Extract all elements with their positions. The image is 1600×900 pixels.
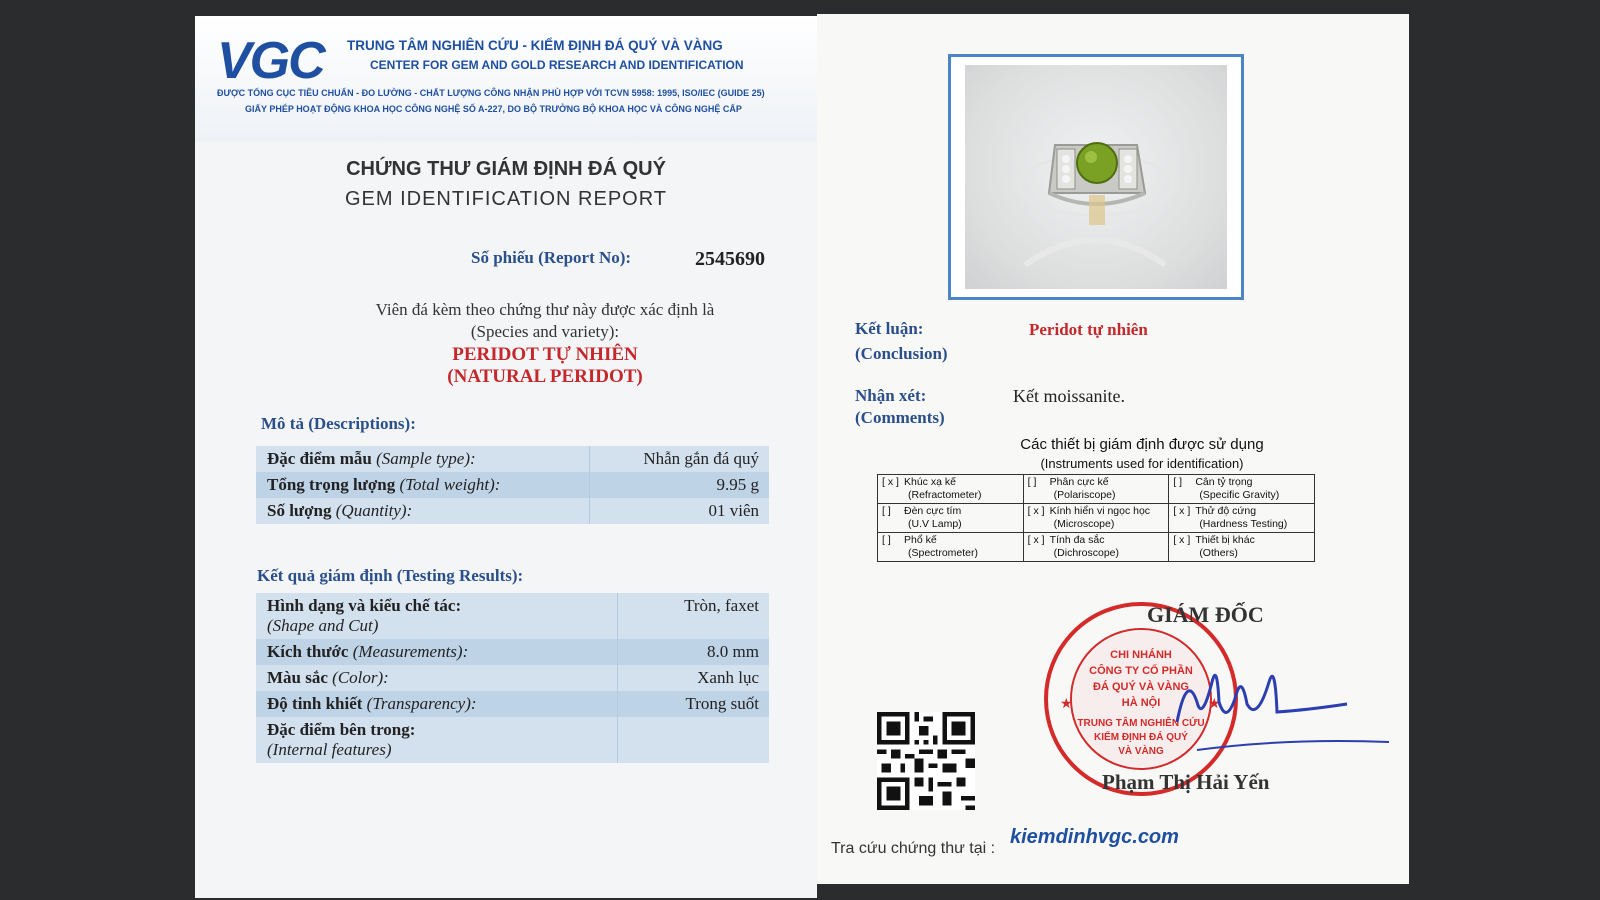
table-row bbox=[878, 504, 1315, 533]
instruments-title-en: (Instruments used for identification) bbox=[1040, 456, 1244, 471]
instrument-checkbox: [ x ] bbox=[1027, 505, 1045, 517]
row-label: Hình dạng và kiểu chế tác: (Shape and Cut) bbox=[256, 593, 618, 639]
descriptions-title: Mô tả (Descriptions): bbox=[261, 414, 416, 433]
report-number-value: 2545690 bbox=[695, 248, 765, 270]
instrument-cell: [ x ] Kính hiển vi ngọc học (Microscope) bbox=[1023, 504, 1169, 533]
center-name-vi: TRUNG TÂM NGHIÊN CỨU - KIỂM ĐỊNH ĐÁ QUÝ VÀ VÀNG bbox=[347, 38, 723, 53]
instrument-checkbox: [ ] bbox=[882, 534, 891, 546]
vgc-logo: VGC bbox=[217, 32, 324, 90]
lookup-label: Tra cứu chứng thư tại : bbox=[831, 840, 996, 857]
instruments-title-vi: Các thiết bị giám định được sử dụng bbox=[1020, 436, 1264, 453]
accreditation-text: ĐƯỢC TỔNG CỤC TIÊU CHUẨN - ĐO LƯỜNG - CHẤT LƯỢNG CÔNG NHẬN PHÙ HỢP VỚI TCVN 5958: 1995, ISO/IEC (GUIDE 25) bbox=[217, 88, 765, 98]
svg-text:KIỂM ĐỊNH ĐÁ QUÝ: KIỂM ĐỊNH ĐÁ QUÝ bbox=[1094, 732, 1188, 743]
instrument-cell: [ ] Phân cực kế (Polariscope) bbox=[1023, 475, 1169, 504]
certificate-right-page bbox=[817, 14, 1409, 884]
row-value: 8.0 mm bbox=[618, 639, 769, 665]
conclusion-value: Peridot tự nhiên bbox=[1029, 320, 1148, 339]
certificate-left-page bbox=[195, 16, 817, 898]
row-value: Nhẫn gắn đá quý bbox=[590, 446, 769, 472]
instrument-cell: [ ] Cân tỷ trọng (Specific Gravity) bbox=[1169, 475, 1315, 504]
instrument-cell: [ ] Đèn cực tím (U.V Lamp) bbox=[878, 504, 1024, 533]
instrument-checkbox: [ ] bbox=[882, 505, 891, 517]
table-row bbox=[878, 533, 1315, 562]
instrument-checkbox: [ ] bbox=[1027, 476, 1037, 488]
instrument-checkbox: [ ] bbox=[1173, 476, 1183, 488]
instrument-checkbox: [ x ] bbox=[1173, 534, 1191, 546]
row-value bbox=[618, 717, 769, 763]
conclusion-label-vi: Kết luận: bbox=[855, 319, 924, 338]
instrument-cell: [ ] Phổ kế (Spectrometer) bbox=[878, 533, 1024, 562]
gem-photo-frame bbox=[948, 54, 1244, 300]
species-intro-en: (Species and variety): bbox=[470, 322, 620, 341]
instrument-checkbox: [ x ] bbox=[882, 476, 899, 488]
svg-text:CÔNG TY CỔ PHẦN: CÔNG TY CỔ PHẦN bbox=[1089, 665, 1193, 677]
svg-text:HÀ NỘI: HÀ NỘI bbox=[1121, 697, 1161, 709]
instrument-cell: [ x ] Thử độ cứng (Hardness Testing) bbox=[1169, 504, 1315, 533]
svg-text:TRUNG TÂM NGHIÊN CỨU: TRUNG TÂM NGHIÊN CỨU bbox=[1077, 718, 1205, 729]
report-number-label: Số phiếu (Report No): bbox=[471, 248, 632, 267]
svg-text:★: ★ bbox=[1060, 697, 1073, 712]
instrument-checkbox: [ x ] bbox=[1173, 505, 1191, 517]
table-row bbox=[256, 472, 769, 498]
table-row bbox=[256, 665, 769, 691]
table-row bbox=[256, 498, 769, 524]
lookup-url-link[interactable]: kiemdinhvgc.com bbox=[1010, 826, 1179, 848]
table-row bbox=[256, 593, 769, 639]
instrument-cell: [ x ] Khúc xạ kế (Refractometer) bbox=[878, 475, 1024, 504]
svg-text:ĐÁ QUÝ VÀ VÀNG: ĐÁ QUÝ VÀ VÀNG bbox=[1093, 681, 1189, 693]
instrument-checkbox: [ x ] bbox=[1027, 534, 1045, 546]
row-label: Màu sắc (Color): bbox=[256, 665, 618, 691]
signer-name: Phạm Thị Hải Yến bbox=[1102, 770, 1270, 794]
row-value: 9.95 g bbox=[590, 472, 769, 498]
qr-code[interactable] bbox=[877, 712, 975, 810]
row-label: Kích thước (Measurements): bbox=[256, 639, 618, 665]
row-label: Số lượng (Quantity): bbox=[256, 498, 590, 524]
table-row bbox=[256, 691, 769, 717]
license-text: GIẤY PHÉP HOẠT ĐỘNG KHOA HỌC CÔNG NGHỆ SỐ A-227, DO BỘ TRƯỞNG BỘ KHOA HỌC VÀ CÔNG NGHỆ CẤP bbox=[245, 104, 742, 114]
instruments-table bbox=[877, 474, 1315, 562]
svg-text:CHI NHÁNH: CHI NHÁNH bbox=[1110, 649, 1172, 661]
director-title: GIÁM ĐỐC bbox=[1147, 602, 1264, 627]
svg-text:VÀ VÀNG: VÀ VÀNG bbox=[1118, 746, 1164, 757]
row-label: Đặc điểm mẫu (Sample type): bbox=[256, 446, 590, 472]
table-row bbox=[256, 639, 769, 665]
testing-results-table bbox=[256, 593, 769, 763]
instrument-cell: [ x ] Tính đa sắc (Dichroscope) bbox=[1023, 533, 1169, 562]
row-label: Tổng trọng lượng (Total weight): bbox=[256, 472, 590, 498]
row-value: Tròn, faxet bbox=[618, 593, 769, 639]
comments-value: Kết moissanite. bbox=[1013, 386, 1125, 406]
table-row bbox=[256, 717, 769, 763]
species-intro-vi: Viên đá kèm theo chứng thư này được xác định là bbox=[375, 300, 715, 319]
row-value: Trong suốt bbox=[618, 691, 769, 717]
center-name-en: CENTER FOR GEM AND GOLD RESEARCH AND IDENTIFICATION bbox=[370, 58, 744, 72]
species-name-vi: PERIDOT TỰ NHIÊN bbox=[452, 344, 638, 365]
row-label: Độ tinh khiết (Transparency): bbox=[256, 691, 618, 717]
species-name-en: (NATURAL PERIDOT) bbox=[447, 366, 643, 387]
table-row bbox=[878, 475, 1315, 504]
descriptions-table bbox=[256, 446, 769, 524]
report-title-en: GEM IDENTIFICATION REPORT bbox=[344, 188, 668, 210]
row-label: Đặc điểm bên trong: (Internal features) bbox=[256, 717, 618, 763]
table-row bbox=[256, 446, 769, 472]
comments-label-vi: Nhận xét: bbox=[855, 386, 927, 405]
instrument-cell: [ x ] Thiết bị khác (Others) bbox=[1169, 533, 1315, 562]
ring-photo bbox=[965, 65, 1227, 289]
svg-text:★: ★ bbox=[1208, 697, 1221, 712]
report-title-vi: CHỨNG THƯ GIÁM ĐỊNH ĐÁ QUÝ bbox=[346, 158, 666, 180]
conclusion-label-en: (Conclusion) bbox=[855, 344, 948, 363]
row-value: Xanh lục bbox=[618, 665, 769, 691]
testing-results-title: Kết quả giám định (Testing Results): bbox=[257, 566, 524, 585]
handwritten-signature bbox=[1157, 642, 1397, 752]
comments-label-en: (Comments) bbox=[855, 408, 945, 427]
row-value: 01 viên bbox=[590, 498, 769, 524]
